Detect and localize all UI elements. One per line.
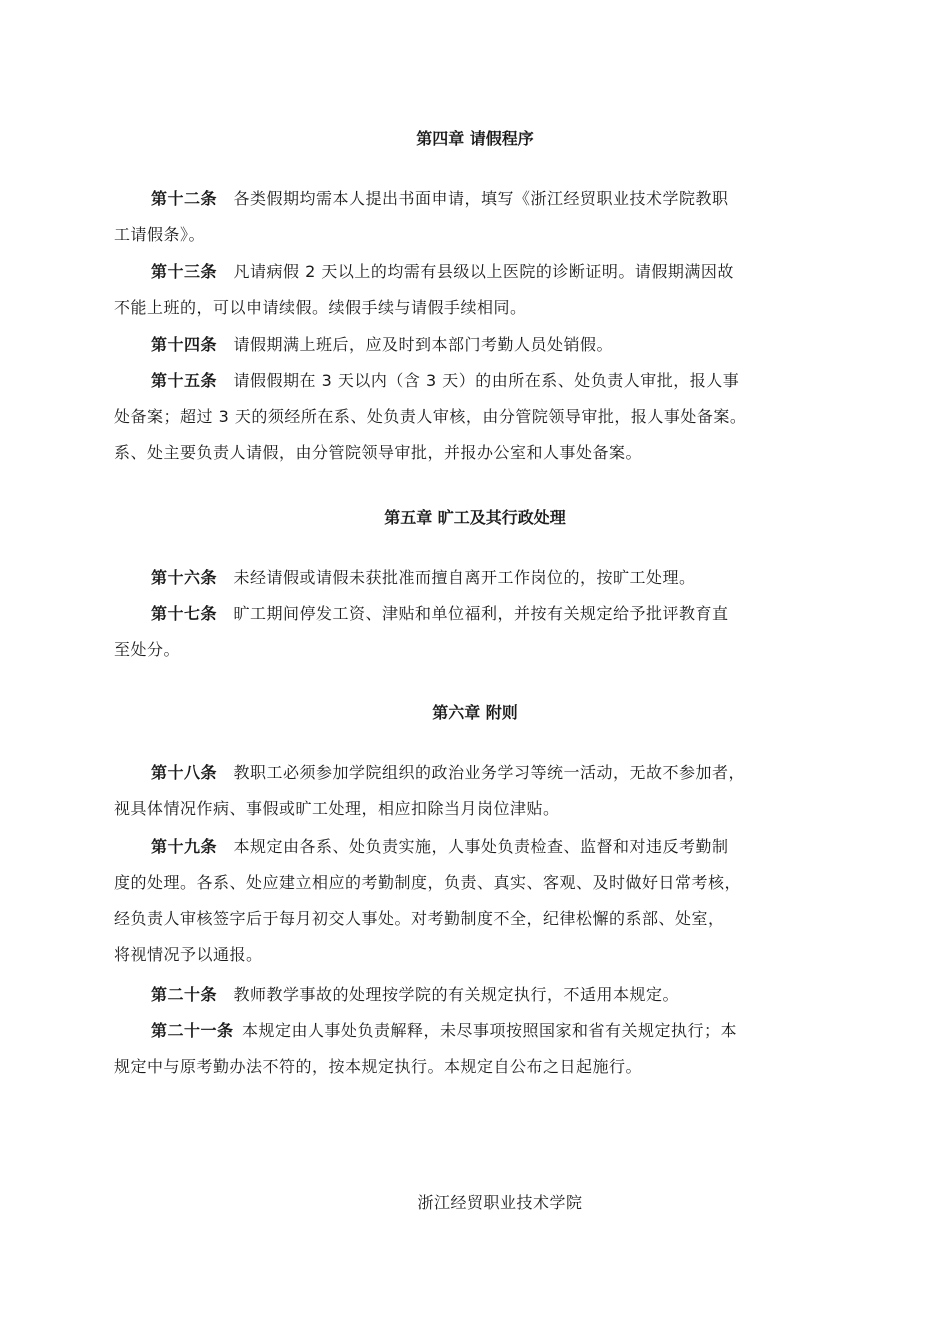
article-15-line-3: 系、处主要负责人请假，由分管院领导审批，并报办公室和人事处备案。 <box>114 443 643 462</box>
chapter-5-heading: 第五章 旷工及其行政处理 <box>384 508 566 527</box>
article-19-head: 第十九条 <box>151 837 218 856</box>
article-18-line-1: 教职工必须参加学院组织的政治业务学习等统一活动，无故不参加者， <box>233 763 746 782</box>
article-19-line-3: 经负责人审核签字后于每月初交人事处。对考勤制度不全，纪律松懈的系部、处室， <box>114 909 725 928</box>
article-19-line-1: 本规定由各系、处负责实施，人事处负责检查、监督和对违反考勤制 <box>233 837 729 856</box>
article-13-line-1: 凡请病假 2 天以上的均需有县级以上医院的诊断证明。请假期满因故 <box>233 262 734 281</box>
article-21-line-2: 规定中与原考勤办法不符的，按本规定执行。本规定自公布之日起施行。 <box>114 1057 643 1076</box>
article-18-head: 第十八条 <box>151 763 218 782</box>
article-16-head: 第十六条 <box>151 568 218 587</box>
article-21-line-1: 本规定由人事处负责解释，未尽事项按照国家和省有关规定执行；本 <box>242 1021 738 1040</box>
article-15-head: 第十五条 <box>151 371 218 390</box>
article-19 <box>114 829 840 973</box>
article-13 <box>114 254 840 326</box>
issuing-organization: 浙江经贸职业技术学院 <box>417 1193 583 1212</box>
article-18-line-2: 视具体情况作病、事假或旷工处理，相应扣除当月岗位津贴。 <box>114 799 560 818</box>
article-17 <box>114 596 840 668</box>
article-19-line-2: 度的处理。各系、处应建立相应的考勤制度，负责、真实、客观、及时做好日常考核， <box>114 873 742 892</box>
article-17-line-2: 至处分。 <box>114 640 181 659</box>
article-17-line-1: 旷工期间停发工资、津贴和单位福利，并按有关规定给予批评教育直 <box>233 604 729 623</box>
article-14 <box>114 327 840 363</box>
article-18 <box>114 755 840 827</box>
article-12-line-2: 工请假条》。 <box>114 225 206 244</box>
article-21-head: 第二十一条 <box>151 1021 234 1040</box>
article-12-head: 第十二条 <box>151 189 218 208</box>
article-14-line-1: 请假期满上班后，应及时到本部门考勤人员处销假。 <box>233 335 614 354</box>
article-16-line-1: 未经请假或请假未获批准而擅自离开工作岗位的，按旷工处理。 <box>233 568 696 587</box>
article-15-line-2: 处备案；超过 3 天的须经所在系、处负责人审核，由分管院领导审批，报人事处备案。 <box>114 407 747 426</box>
article-21 <box>114 1013 840 1085</box>
article-13-line-2: 不能上班的，可以申请续假。续假手续与请假手续相同。 <box>114 298 527 317</box>
article-20 <box>114 977 840 1013</box>
article-17-head: 第十七条 <box>151 604 218 623</box>
article-15 <box>114 363 840 471</box>
article-13-head: 第十三条 <box>151 262 218 281</box>
article-14-head: 第十四条 <box>151 335 218 354</box>
article-19-line-4: 将视情况予以通报。 <box>114 945 263 964</box>
article-12-line-1: 各类假期均需本人提出书面申请，填写《浙江经贸职业技术学院教职 <box>233 189 729 208</box>
article-20-line-1: 教师教学事故的处理按学院的有关规定执行，不适用本规定。 <box>233 985 680 1004</box>
article-16 <box>114 560 840 596</box>
article-15-line-1: 请假假期在 3 天以内（含 3 天）的由所在系、处负责人审批，报人事 <box>233 371 740 390</box>
chapter-6-heading: 第六章 附则 <box>432 703 518 722</box>
chapter-4-heading: 第四章 请假程序 <box>416 129 534 148</box>
article-12 <box>114 181 840 253</box>
article-20-head: 第二十条 <box>151 985 218 1004</box>
